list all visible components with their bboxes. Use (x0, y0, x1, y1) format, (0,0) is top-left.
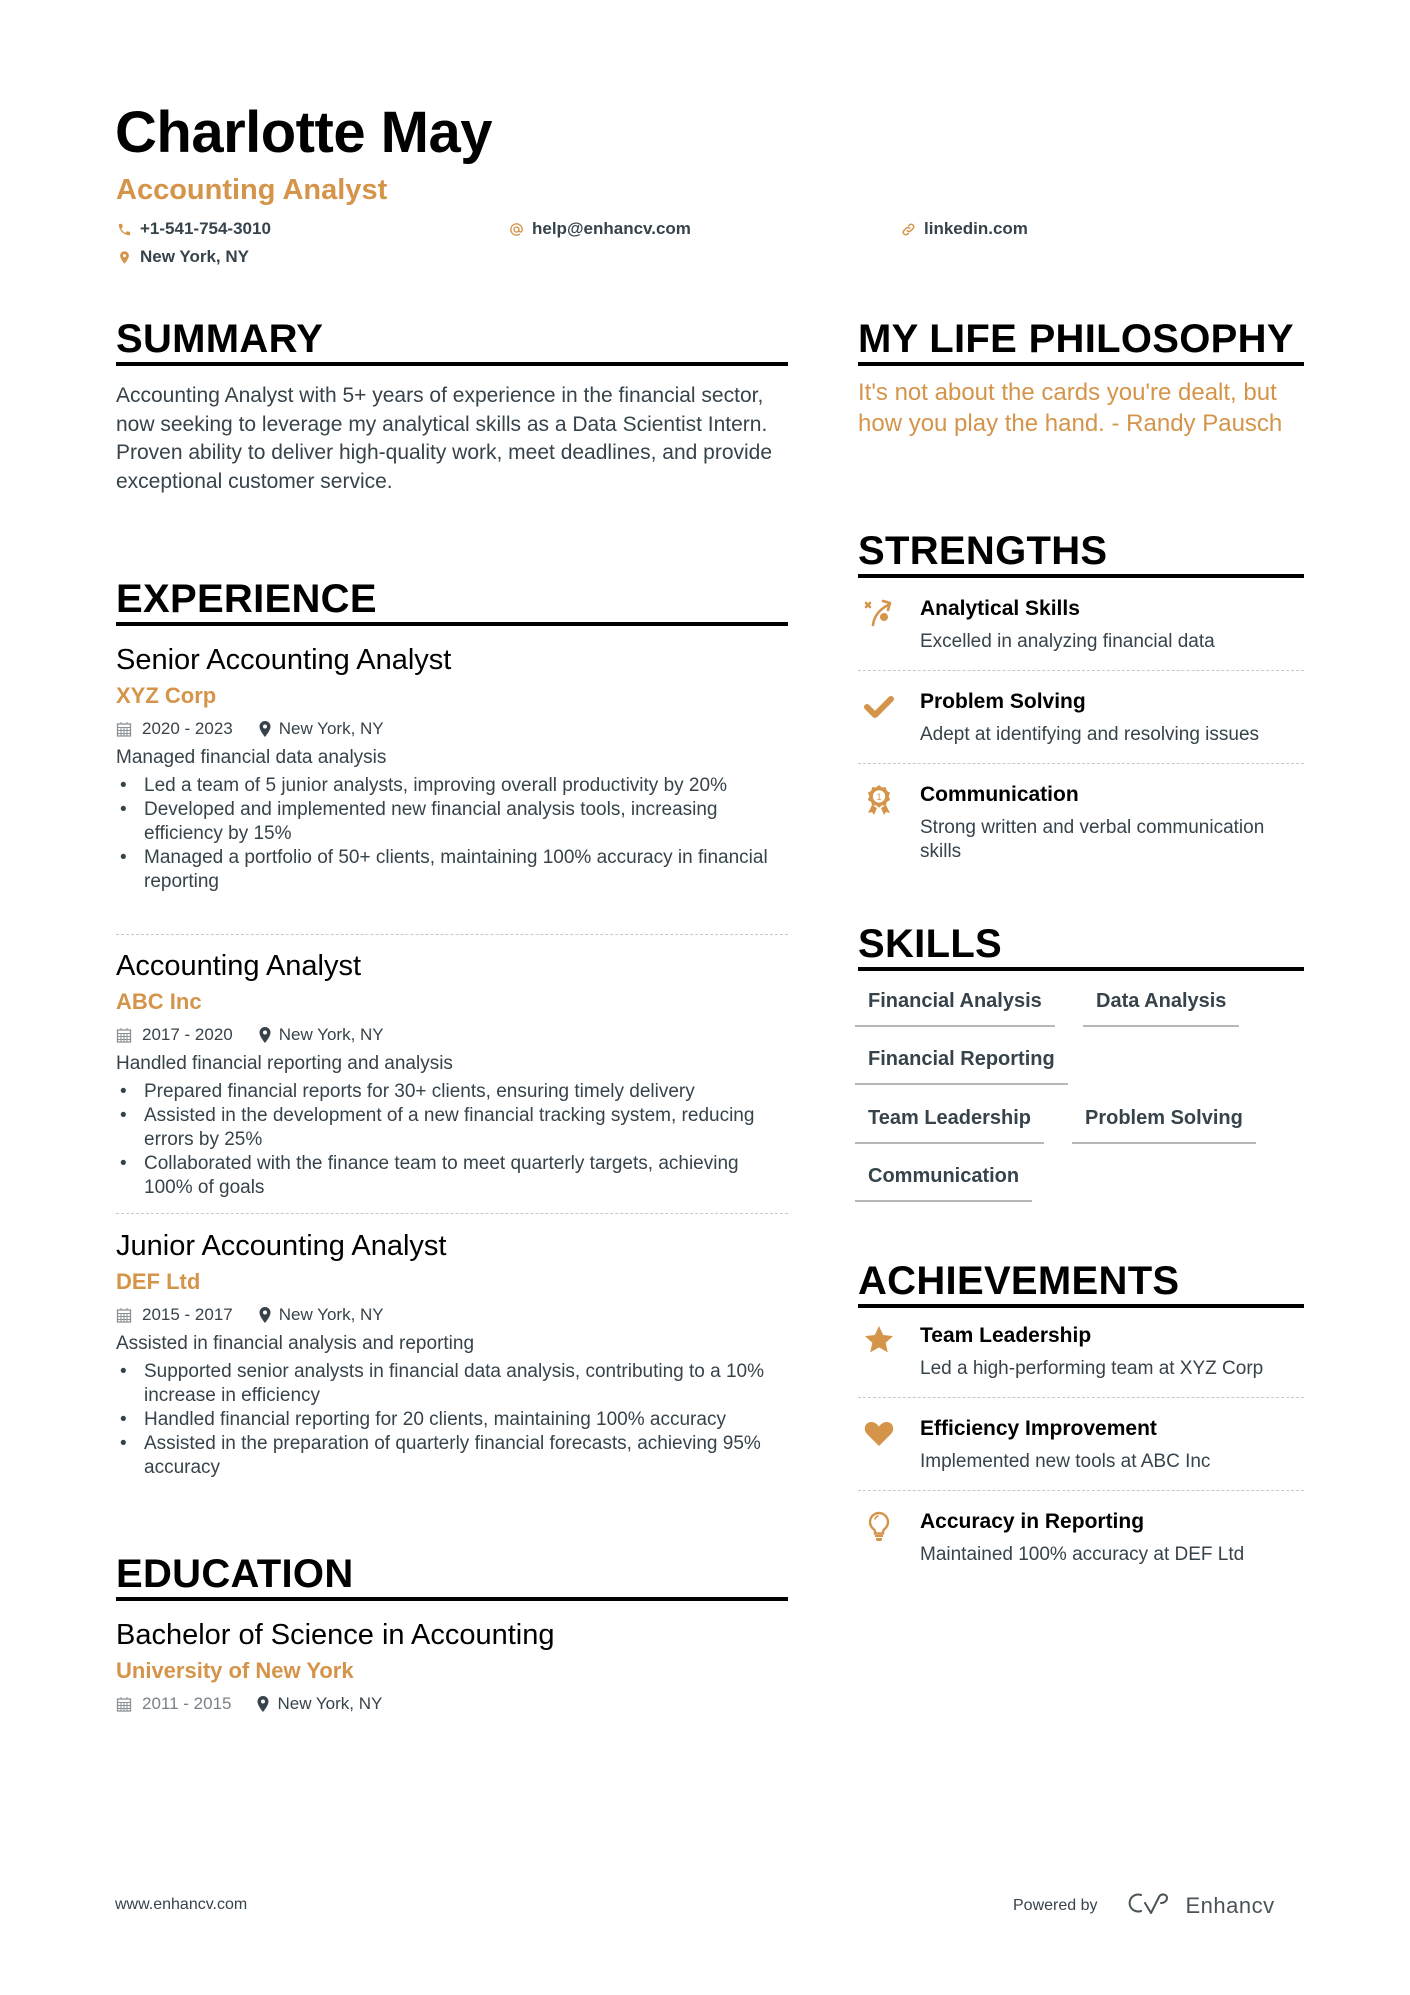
location-pin-icon (259, 1307, 271, 1323)
skills-heading: SKILLS (858, 922, 1003, 966)
achievement-title: Team Leadership (920, 1324, 1092, 1347)
experience-entry (116, 642, 788, 894)
strength-description: Adept at identifying and resolving issues (920, 724, 1260, 745)
strength-title: Communication (920, 783, 1079, 806)
star-icon (862, 1323, 896, 1357)
contact-location (116, 247, 249, 267)
achievement-title: Efficiency Improvement (920, 1417, 1157, 1440)
at-icon (508, 221, 524, 237)
powered-by-label: Powered by (1013, 1896, 1098, 1914)
experience-entry (116, 948, 788, 1200)
brand-name: Enhancv (1185, 1892, 1275, 1918)
achievement-item (858, 1321, 1304, 1381)
candidate-title: Accounting Analyst (116, 174, 388, 206)
skill-tag: Financial Analysis (855, 988, 1055, 1027)
achievement-separator (858, 1397, 1304, 1398)
skill-tag: Communication (855, 1163, 1032, 1202)
job-bullet: • Developed and implemented new financial analysis tools, increasing efficiency by 15% (116, 798, 788, 846)
strength-description: Strong written and verbal communication skills (920, 817, 1265, 862)
job-bullets (116, 774, 788, 894)
skill-tag: Data Analysis (1083, 988, 1239, 1027)
job-bullets (116, 1360, 788, 1480)
job-location-text: New York, NY (278, 719, 384, 738)
job-meta (116, 1020, 788, 1050)
experience-rule (116, 622, 788, 626)
job-company: ABC Inc (116, 989, 202, 1014)
contact-website[interactable] (900, 219, 1028, 239)
experience-heading: EXPERIENCE (116, 577, 377, 621)
education-location-text: New York, NY (277, 1694, 383, 1713)
education-meta (116, 1689, 788, 1719)
job-company: DEF Ltd (116, 1269, 201, 1294)
strength-title: Analytical Skills (920, 597, 1080, 620)
philosophy-quote: It's not about the cards you're dealt, but how you play the hand. - Randy Pausch (858, 379, 1283, 437)
job-bullet: • Assisted in the preparation of quarterly financial forecasts, achieving 95% accuracy (116, 1432, 788, 1480)
skill-tag: Team Leadership (855, 1105, 1044, 1144)
job-company: XYZ Corp (116, 683, 217, 708)
job-separator (116, 1213, 788, 1214)
job-location (259, 1300, 384, 1330)
candidate-name: Charlotte May (115, 100, 493, 165)
job-location (259, 1020, 384, 1050)
location-pin-icon (116, 249, 132, 265)
strategy-icon (862, 596, 896, 630)
job-description: Assisted in financial analysis and reporting (116, 1333, 475, 1354)
job-title: Junior Accounting Analyst (116, 1230, 447, 1262)
degree: Bachelor of Science in Accounting (116, 1619, 555, 1651)
job-location-text: New York, NY (278, 1025, 384, 1044)
calendar-icon (116, 721, 132, 737)
education-rule (116, 1597, 788, 1601)
svg-text:1: 1 (876, 792, 882, 802)
website-text: linkedin.com (924, 219, 1028, 238)
heart-icon (862, 1416, 896, 1450)
strength-separator (858, 763, 1304, 764)
education-dates: 2011 - 2015 (142, 1694, 232, 1713)
job-description: Handled financial reporting and analysis (116, 1053, 453, 1074)
strength-description: Excelled in analyzing financial data (920, 631, 1215, 652)
link-icon (900, 221, 916, 237)
location-pin-icon (259, 721, 271, 737)
job-dates: 2017 - 2020 (142, 1025, 233, 1044)
calendar-icon (116, 1696, 132, 1712)
footer-website[interactable]: www.enhancv.com (115, 1896, 248, 1913)
skill-tag: Problem Solving (1072, 1105, 1256, 1144)
achievements-heading: ACHIEVEMENTS (858, 1259, 1180, 1303)
award-ribbon-icon (862, 782, 896, 816)
job-description: Managed financial data analysis (116, 747, 387, 768)
achievement-item (858, 1414, 1304, 1474)
strength-title: Problem Solving (920, 690, 1086, 713)
job-location (259, 714, 384, 744)
job-bullet: • Collaborated with the finance team to meet quarterly targets, achieving 100% of goals (116, 1152, 788, 1200)
strength-item (858, 687, 1304, 747)
skill-tag: Financial Reporting (855, 1046, 1068, 1085)
location-text: New York, NY (140, 247, 249, 266)
lightbulb-icon (862, 1509, 896, 1543)
email-text: help@enhancv.com (532, 219, 691, 238)
achievement-description: Maintained 100% accuracy at DEF Ltd (920, 1544, 1245, 1565)
job-bullet: • Handled financial reporting for 20 clients, maintaining 100% accuracy (116, 1408, 788, 1432)
location-pin-icon (259, 1027, 271, 1043)
checkmark-icon (862, 689, 896, 723)
enhancv-logo-icon (1126, 1890, 1186, 1921)
achievement-separator (858, 1490, 1304, 1491)
summary-rule (116, 362, 788, 366)
summary-heading: SUMMARY (116, 317, 324, 361)
job-bullet: • Supported senior analysts in financial data analysis, contributing to a 10% increase in efficiency (116, 1360, 788, 1408)
philosophy-rule (858, 362, 1304, 366)
experience-entry (116, 1228, 788, 1480)
achievement-description: Led a high-performing team at XYZ Corp (920, 1358, 1264, 1379)
achievement-item (858, 1507, 1304, 1567)
contact-phone[interactable] (116, 219, 271, 239)
strengths-heading: STRENGTHS (858, 529, 1108, 573)
achievement-title: Accuracy in Reporting (920, 1510, 1145, 1533)
footer-branding[interactable] (1013, 1890, 1275, 1921)
education-location (257, 1689, 382, 1719)
job-bullets (116, 1080, 788, 1200)
job-separator (116, 934, 788, 935)
achievements-rule (858, 1304, 1304, 1308)
philosophy-heading: MY LIFE PHILOSOPHY (858, 317, 1294, 361)
job-bullet: • Led a team of 5 junior analysts, improving overall productivity by 20% (116, 774, 788, 798)
job-dates: 2020 - 2023 (142, 719, 233, 738)
phone-icon (116, 221, 132, 237)
job-title: Accounting Analyst (116, 950, 362, 982)
strength-item (858, 594, 1304, 654)
job-bullet: • Managed a portfolio of 50+ clients, maintaining 100% accuracy in financial reporting (116, 846, 788, 894)
job-title: Senior Accounting Analyst (116, 644, 452, 676)
job-dates: 2015 - 2017 (142, 1305, 233, 1324)
calendar-icon (116, 1027, 132, 1043)
summary-text: Accounting Analyst with 5+ years of experience in the financial sector, now seeking to leverage my analytical skills as a Data Scientist Intern. Proven ability to deliver high-quality work, meet deadlines, and provide exceptional customer service. (116, 384, 773, 493)
contact-email[interactable] (508, 219, 691, 239)
job-bullet: • Assisted in the development of a new financial tracking system, reducing errors by 25% (116, 1104, 788, 1152)
strength-separator (858, 670, 1304, 671)
job-meta (116, 714, 788, 744)
school: University of New York (116, 1658, 354, 1683)
strength-item (858, 780, 1304, 864)
skills-rule (858, 967, 1304, 971)
job-meta (116, 1300, 788, 1330)
education-heading: EDUCATION (116, 1552, 354, 1596)
job-location-text: New York, NY (278, 1305, 384, 1324)
education-entry (116, 1617, 788, 1719)
achievement-description: Implemented new tools at ABC Inc (920, 1451, 1211, 1472)
location-pin-icon (257, 1696, 269, 1712)
strengths-rule (858, 574, 1304, 578)
job-bullet: • Prepared financial reports for 30+ clients, ensuring timely delivery (116, 1080, 788, 1104)
phone-text: +1-541-754-3010 (140, 219, 271, 238)
calendar-icon (116, 1307, 132, 1323)
